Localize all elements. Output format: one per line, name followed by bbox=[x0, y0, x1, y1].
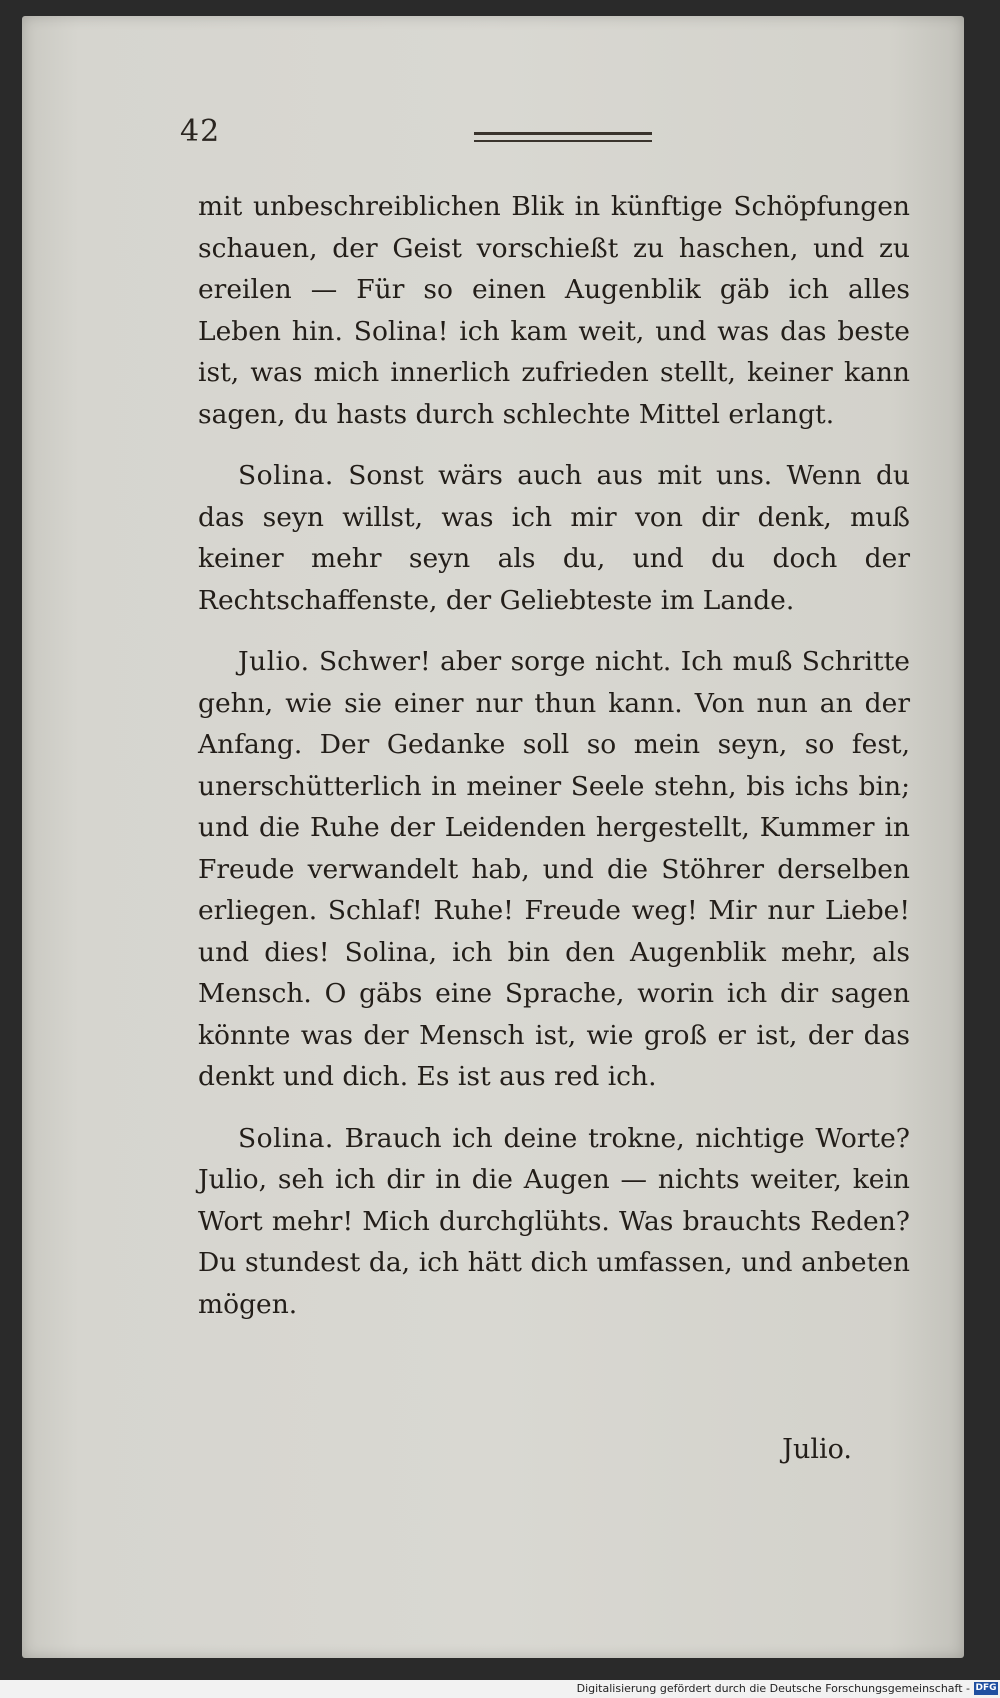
page-number: 42 bbox=[180, 114, 221, 149]
speaker-name: Julio. bbox=[238, 646, 310, 677]
speaker-name: Solina. bbox=[238, 1122, 334, 1154]
dfg-logo: DFG bbox=[975, 1683, 997, 1693]
digitization-credit: Digitalisierung gefördert durch die Deutsche Forschungsgemeinschaft - bbox=[576, 1682, 970, 1695]
paragraph-2-text: Sonst wärs auch aus mit uns. Wenn du das seyn willst, was ich mir von dir denk, muß keiner mehr seyn als du, und du doch der Rechtschaffenste, der Geliebteste im Lande. bbox=[198, 460, 910, 616]
speaker-name: Solina. bbox=[238, 460, 334, 491]
paragraph-4-text: Brauch ich deine trokne, nichtige Worte? Julio, seh ich dir in die Augen — nichts weiter, kein Wort mehr! Mich durchglühts. Was brauchts Reden? Du stundest da, ich hätt dich umfassen, und anbeten mögen. bbox=[198, 1122, 910, 1320]
catchword: Julio. bbox=[782, 1434, 852, 1465]
paragraph-1-text: mit unbeschreiblichen Blik in künftige Schöpfungen schauen, der Geist vorschießt zu haschen, und zu ereilen — Für so einen Augenblik gäb ich alles Leben hin. Solina! ich kam weit, und was das beste ist, was mich innerlich zufrieden stellt, keiner kann sagen, du hasts durch schlechte Mittel erlangt. bbox=[198, 191, 910, 430]
paragraph-2 bbox=[198, 455, 910, 621]
paragraph-4 bbox=[198, 1118, 910, 1326]
book-page bbox=[22, 16, 964, 1658]
paragraph-3 bbox=[198, 641, 910, 1098]
paragraph-3-text: Schwer! aber sorge nicht. Ich muß Schritte gehn, wie sie einer nur thun kann. Von nun an der Anfang. Der Gedanke soll so mein seyn, so fest, unerschütterlich in meiner Seele stehn, bis ichs bin; und die Ruhe der Leidenden hergestellt, Kummer in Freude verwandelt hab, und die Stöhrer derselben erliegen. Schlaf! Ruhe! Freude weg! Mir nur Liebe! und dies! Solina, ich bin den Augenblik mehr, als Mensch. O gäbs eine Sprache, worin ich dir sagen könnte was der Mensch ist, wie groß er ist, der das denkt und dich. Es ist aus red ich. bbox=[198, 646, 910, 1092]
paragraph-1 bbox=[198, 186, 910, 435]
page-text bbox=[198, 186, 910, 1325]
header-rule bbox=[474, 132, 652, 142]
